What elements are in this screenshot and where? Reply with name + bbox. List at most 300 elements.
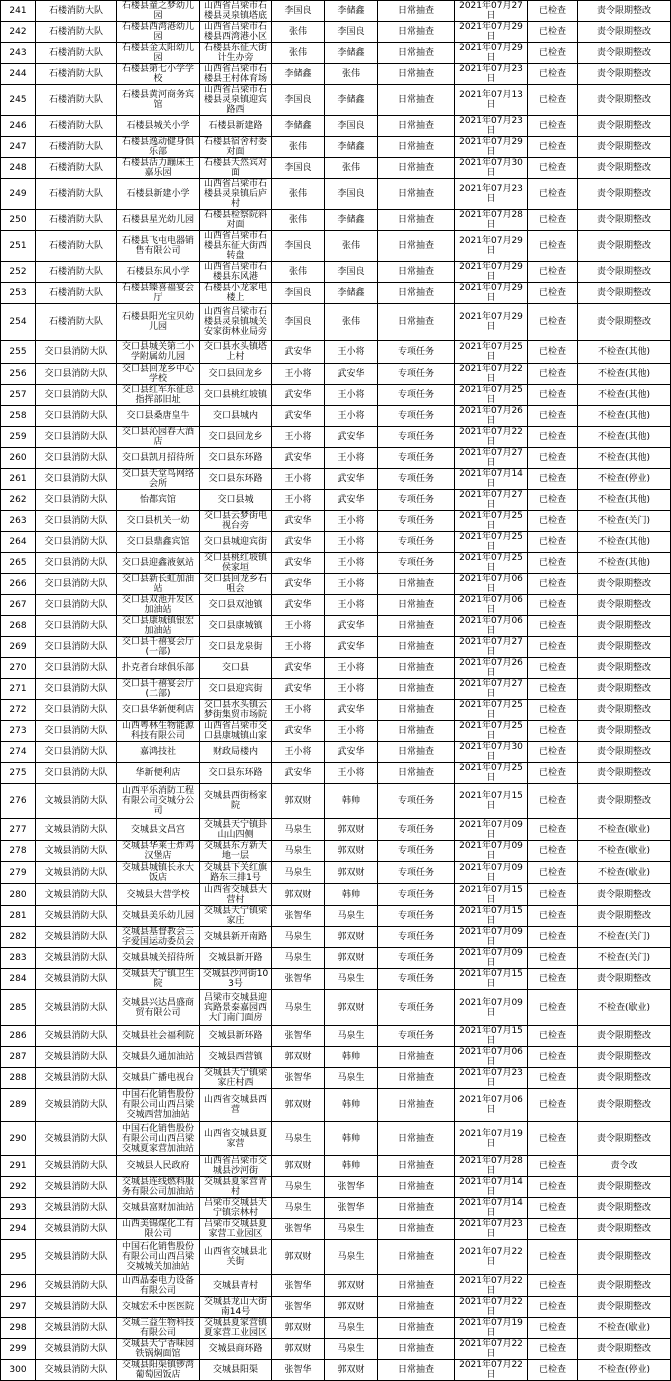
unit-name-cell: 交城县基督教会三字爱国运动委员会 xyxy=(117,927,200,948)
fire-brigade-cell: 交口县消防大队 xyxy=(36,553,117,574)
inspection-status-cell: 已检查 xyxy=(528,1219,578,1240)
inspection-status-cell: 已检查 xyxy=(528,884,578,906)
table-row xyxy=(1,1047,671,1068)
unit-name-cell: 交城县广播电视台 xyxy=(117,1068,200,1089)
table-row xyxy=(1,700,671,721)
inspector-2-cell: 马泉生 xyxy=(325,969,378,990)
address-cell: 交城县商环路 xyxy=(200,1339,272,1360)
table-row xyxy=(1,819,671,841)
inspector-2-cell: 李储鑫 xyxy=(325,283,378,304)
row-number-cell: 277 xyxy=(1,819,36,841)
inspection-status-cell: 已检查 xyxy=(528,116,578,137)
unit-name-cell: 怡都宾馆 xyxy=(117,490,200,511)
inspection-date-cell: 2021年07月19日 xyxy=(455,1122,528,1156)
table-row xyxy=(1,969,671,990)
inspector-1-cell: 张伟 xyxy=(272,43,325,64)
inspection-result-cell: 责令限期整改 xyxy=(578,158,671,179)
inspection-result-cell: 责令限期整改 xyxy=(578,679,671,700)
inspector-1-cell: 马泉生 xyxy=(272,1177,325,1198)
inspector-2-cell: 郭双财 xyxy=(325,948,378,969)
unit-name-cell: 华新便利店 xyxy=(117,763,200,784)
address-cell: 交口县康城镇 xyxy=(200,616,272,637)
address-cell: 交城县沙河街103号 xyxy=(200,969,272,990)
inspection-result-cell: 不检查(歇业) xyxy=(578,1318,671,1339)
inspection-status-cell: 已检查 xyxy=(528,784,578,819)
table-row xyxy=(1,469,671,490)
unit-name-cell: 交城县文昌宫 xyxy=(117,819,200,841)
inspector-1-cell: 马泉生 xyxy=(272,1198,325,1219)
inspector-1-cell: 李国良 xyxy=(272,283,325,304)
task-type-cell: 日常抽查 xyxy=(378,658,455,679)
fire-brigade-cell: 石楼消防大队 xyxy=(36,22,117,43)
row-number-cell: 252 xyxy=(1,262,36,283)
inspection-status-cell: 已检查 xyxy=(528,948,578,969)
inspection-status-cell: 已检查 xyxy=(528,1,578,22)
fire-brigade-cell: 石楼消防大队 xyxy=(36,231,117,262)
inspector-1-cell: 李国良 xyxy=(272,1,325,22)
address-cell: 石楼县天然宾对面 xyxy=(200,158,272,179)
table-row xyxy=(1,1339,671,1360)
inspector-2-cell: 王小将 xyxy=(325,532,378,553)
inspection-result-cell: 责令限期整改 xyxy=(578,1297,671,1318)
task-type-cell: 专项任务 xyxy=(378,406,455,427)
inspector-2-cell: 李储鑫 xyxy=(325,43,378,64)
row-number-cell: 256 xyxy=(1,364,36,385)
inspector-1-cell: 郭双财 xyxy=(272,1156,325,1177)
address-cell: 交城县下关红旗路东三排1号 xyxy=(200,862,272,884)
task-type-cell: 日常抽查 xyxy=(378,1360,455,1381)
inspector-2-cell: 王小将 xyxy=(325,448,378,469)
task-type-cell: 专项任务 xyxy=(378,341,455,364)
inspection-date-cell: 2021年07月15日 xyxy=(455,1026,528,1047)
task-type-cell: 日常抽查 xyxy=(378,1219,455,1240)
fire-brigade-cell: 文城县消防大队 xyxy=(36,784,117,819)
task-type-cell: 专项任务 xyxy=(378,490,455,511)
inspection-result-cell: 责令限期整改 xyxy=(578,179,671,210)
task-type-cell: 专项任务 xyxy=(378,969,455,990)
inspector-2-cell: 王小将 xyxy=(325,341,378,364)
inspector-2-cell: 张伟 xyxy=(325,231,378,262)
unit-name-cell: 交城县兴达昌盛商贸有限公司 xyxy=(117,990,200,1026)
row-number-cell: 283 xyxy=(1,948,36,969)
fire-brigade-cell: 交城县消防大队 xyxy=(36,1240,117,1275)
fire-brigade-cell: 文城县消防大队 xyxy=(36,819,117,841)
address-cell: 山西省交城县夏家营 xyxy=(200,1122,272,1156)
row-number-cell: 279 xyxy=(1,862,36,884)
task-type-cell: 日常抽查 xyxy=(378,1122,455,1156)
unit-name-cell: 石楼县黄河商务宾馆 xyxy=(117,85,200,116)
inspector-1-cell: 武安华 xyxy=(272,658,325,679)
inspector-1-cell: 马泉生 xyxy=(272,948,325,969)
address-cell: 交城县西街杨家院 xyxy=(200,784,272,819)
inspection-result-cell: 责令限期整改 xyxy=(578,1275,671,1297)
unit-name-cell: 石楼县西湾港幼儿园 xyxy=(117,22,200,43)
inspection-result-cell: 责令限期整改 xyxy=(578,262,671,283)
row-number-cell: 281 xyxy=(1,906,36,927)
address-cell: 吕梁市交城县夏家营工业园区 xyxy=(200,1219,272,1240)
fire-brigade-cell: 石楼消防大队 xyxy=(36,262,117,283)
task-type-cell: 日常抽查 xyxy=(378,64,455,85)
table-row xyxy=(1,490,671,511)
fire-brigade-cell: 交口县消防大队 xyxy=(36,406,117,427)
inspector-2-cell: 武安华 xyxy=(325,364,378,385)
inspection-result-cell: 不检查(歇业) xyxy=(578,819,671,841)
inspection-date-cell: 2021年07月15日 xyxy=(455,784,528,819)
address-cell: 石楼县小龙家电楼上 xyxy=(200,283,272,304)
row-number-cell: 265 xyxy=(1,553,36,574)
inspector-1-cell: 武安华 xyxy=(272,574,325,595)
inspection-date-cell: 2021年07月06日 xyxy=(455,616,528,637)
row-number-cell: 269 xyxy=(1,637,36,658)
inspector-2-cell: 张智华 xyxy=(325,1177,378,1198)
inspection-date-cell: 2021年07月09日 xyxy=(455,841,528,862)
row-number-cell: 243 xyxy=(1,43,36,64)
inspector-1-cell: 李储鑫 xyxy=(272,116,325,137)
row-number-cell: 245 xyxy=(1,85,36,116)
address-cell: 交口县回龙乡 xyxy=(200,427,272,448)
inspector-2-cell: 郭双财 xyxy=(325,990,378,1026)
inspection-date-cell: 2021年07月27日 xyxy=(455,1,528,22)
table-row xyxy=(1,1,671,22)
inspection-status-cell: 已检查 xyxy=(528,658,578,679)
table-row xyxy=(1,574,671,595)
inspector-1-cell: 张伟 xyxy=(272,262,325,283)
inspection-date-cell: 2021年07月15日 xyxy=(455,906,528,927)
table-row xyxy=(1,742,671,763)
row-number-cell: 254 xyxy=(1,304,36,341)
inspector-1-cell: 马泉生 xyxy=(272,927,325,948)
inspector-1-cell: 李储鑫 xyxy=(272,64,325,85)
table-row xyxy=(1,616,671,637)
task-type-cell: 专项任务 xyxy=(378,948,455,969)
inspection-date-cell: 2021年07月09日 xyxy=(455,948,528,969)
inspection-date-cell: 2021年07月22日 xyxy=(455,427,528,448)
task-type-cell: 日常抽查 xyxy=(378,1297,455,1318)
inspection-status-cell: 已检查 xyxy=(528,304,578,341)
row-number-cell: 266 xyxy=(1,574,36,595)
row-number-cell: 242 xyxy=(1,22,36,43)
inspection-result-cell: 责令限期整改 xyxy=(578,1122,671,1156)
fire-brigade-cell: 交城县消防大队 xyxy=(36,1360,117,1381)
inspector-1-cell: 郭双财 xyxy=(272,884,325,906)
task-type-cell: 专项任务 xyxy=(378,427,455,448)
unit-name-cell: 交城县连线燃料服务有限公司加油站 xyxy=(117,1177,200,1198)
address-cell: 交城县青村 xyxy=(200,1275,272,1297)
inspection-status-cell: 已检查 xyxy=(528,85,578,116)
inspection-status-cell: 已检查 xyxy=(528,742,578,763)
inspection-result-cell: 不检查(歇业) xyxy=(578,862,671,884)
inspection-status-cell: 已检查 xyxy=(528,1198,578,1219)
address-cell: 交口县水头镇塔上村 xyxy=(200,341,272,364)
address-cell: 山西省吕梁市石楼县西湾港小区 xyxy=(200,22,272,43)
unit-name-cell: 交城县阳渠镇锣湾葡萄园饭店 xyxy=(117,1360,200,1381)
task-type-cell: 日常抽查 xyxy=(378,742,455,763)
fire-brigade-cell: 交城县消防大队 xyxy=(36,1026,117,1047)
table-row xyxy=(1,906,671,927)
table-row xyxy=(1,1122,671,1156)
address-cell: 交口县城迎宾街 xyxy=(200,532,272,553)
inspection-date-cell: 2021年07月23日 xyxy=(455,116,528,137)
table-row xyxy=(1,1068,671,1089)
row-number-cell: 273 xyxy=(1,721,36,742)
inspector-2-cell: 郭双财 xyxy=(325,927,378,948)
table-row xyxy=(1,721,671,742)
task-type-cell: 日常抽查 xyxy=(378,1339,455,1360)
inspector-2-cell: 王小将 xyxy=(325,595,378,616)
fire-brigade-cell: 交城县消防大队 xyxy=(36,948,117,969)
inspector-2-cell: 张智华 xyxy=(325,1198,378,1219)
row-number-cell: 246 xyxy=(1,116,36,137)
inspection-date-cell: 2021年07月27日 xyxy=(455,490,528,511)
inspector-2-cell: 王小将 xyxy=(325,658,378,679)
table-row xyxy=(1,231,671,262)
row-number-cell: 275 xyxy=(1,763,36,784)
inspection-status-cell: 已检查 xyxy=(528,179,578,210)
fire-brigade-cell: 交口县消防大队 xyxy=(36,511,117,532)
row-number-cell: 293 xyxy=(1,1198,36,1219)
inspection-status-cell: 已检查 xyxy=(528,43,578,64)
unit-name-cell: 石楼县东风小学 xyxy=(117,262,200,283)
inspection-date-cell: 2021年07月23日 xyxy=(455,64,528,85)
inspection-result-cell: 责令限期整改 xyxy=(578,1339,671,1360)
row-number-cell: 262 xyxy=(1,490,36,511)
table-row xyxy=(1,1156,671,1177)
unit-name-cell: 石楼县第七小学学校 xyxy=(117,64,200,85)
inspection-result-cell: 责令限期整改 xyxy=(578,884,671,906)
inspector-1-cell: 李国良 xyxy=(272,231,325,262)
unit-name-cell: 交口县千禧宴会厅(一部) xyxy=(117,637,200,658)
inspection-result-cell: 责令限期整改 xyxy=(578,763,671,784)
row-number-cell: 295 xyxy=(1,1240,36,1275)
row-number-cell: 272 xyxy=(1,700,36,721)
fire-brigade-cell: 交口县消防大队 xyxy=(36,490,117,511)
table-row xyxy=(1,679,671,700)
unit-name-cell: 交城县华莱士炸鸡汉堡店 xyxy=(117,841,200,862)
inspection-status-cell: 已检查 xyxy=(528,862,578,884)
inspection-status-cell: 已检查 xyxy=(528,1275,578,1297)
fire-brigade-cell: 交口县消防大队 xyxy=(36,679,117,700)
fire-brigade-cell: 石楼消防大队 xyxy=(36,1,117,22)
table-row xyxy=(1,1360,671,1381)
inspector-1-cell: 郭双财 xyxy=(272,1089,325,1122)
inspection-date-cell: 2021年07月14日 xyxy=(455,1198,528,1219)
inspection-date-cell: 2021年07月22日 xyxy=(455,1240,528,1275)
unit-name-cell: 扑克者台球俱乐部 xyxy=(117,658,200,679)
inspection-status-cell: 已检查 xyxy=(528,700,578,721)
inspection-status-cell: 已检查 xyxy=(528,616,578,637)
table-row xyxy=(1,637,671,658)
fire-brigade-cell: 石楼消防大队 xyxy=(36,43,117,64)
inspection-date-cell: 2021年07月15日 xyxy=(455,969,528,990)
inspector-1-cell: 武安华 xyxy=(272,532,325,553)
table-row xyxy=(1,884,671,906)
inspection-date-cell: 2021年07月19日 xyxy=(455,1318,528,1339)
inspection-status-cell: 已检查 xyxy=(528,490,578,511)
inspector-1-cell: 郭双财 xyxy=(272,1339,325,1360)
inspection-status-cell: 已检查 xyxy=(528,469,578,490)
task-type-cell: 日常抽查 xyxy=(378,179,455,210)
task-type-cell: 日常抽查 xyxy=(378,210,455,231)
inspection-status-cell: 已检查 xyxy=(528,990,578,1026)
inspector-2-cell: 郭双财 xyxy=(325,819,378,841)
fire-brigade-cell: 交口县消防大队 xyxy=(36,595,117,616)
task-type-cell: 日常抽查 xyxy=(378,595,455,616)
inspection-status-cell: 已检查 xyxy=(528,448,578,469)
inspection-result-cell: 不检查(其他) xyxy=(578,448,671,469)
row-number-cell: 264 xyxy=(1,532,36,553)
unit-name-cell: 山西平乐消防工程有限公司交城分公司 xyxy=(117,784,200,819)
address-cell: 吕梁市交城县迎宾路景泰嘉园西大门南门面房 xyxy=(200,990,272,1026)
inspection-status-cell: 已检查 xyxy=(528,158,578,179)
inspector-2-cell: 马泉生 xyxy=(325,1026,378,1047)
unit-name-cell: 石楼县臻喜福宴会厅 xyxy=(117,283,200,304)
fire-brigade-cell: 交城县消防大队 xyxy=(36,1198,117,1219)
inspection-result-cell: 不检查(其他) xyxy=(578,553,671,574)
unit-name-cell: 山西晶泰电力设备有限公司 xyxy=(117,1275,200,1297)
row-number-cell: 274 xyxy=(1,742,36,763)
address-cell: 石楼县检察院斜对面 xyxy=(200,210,272,231)
unit-name-cell: 交城县天宁镇卫生院 xyxy=(117,969,200,990)
inspection-result-cell: 不检查(关门) xyxy=(578,948,671,969)
inspection-status-cell: 已检查 xyxy=(528,1360,578,1381)
inspector-1-cell: 武安华 xyxy=(272,679,325,700)
inspection-date-cell: 2021年07月25日 xyxy=(455,553,528,574)
inspection-result-cell: 不检查(关门) xyxy=(578,927,671,948)
inspection-status-cell: 已检查 xyxy=(528,927,578,948)
inspection-result-cell: 责令限期整改 xyxy=(578,784,671,819)
inspection-result-cell: 不检查(其他) xyxy=(578,364,671,385)
fire-brigade-cell: 文城县消防大队 xyxy=(36,862,117,884)
inspection-result-cell: 责令限期整改 xyxy=(578,1047,671,1068)
inspector-2-cell: 张伟 xyxy=(325,158,378,179)
inspection-result-cell: 不检查(其他) xyxy=(578,490,671,511)
fire-brigade-cell: 交城县消防大队 xyxy=(36,1318,117,1339)
inspection-status-cell: 已检查 xyxy=(528,283,578,304)
address-cell: 交口县迎宾街 xyxy=(200,679,272,700)
task-type-cell: 专项任务 xyxy=(378,906,455,927)
inspector-1-cell: 张伟 xyxy=(272,22,325,43)
fire-brigade-cell: 交城县消防大队 xyxy=(36,1297,117,1318)
address-cell: 交城县新开南路 xyxy=(200,927,272,948)
table-row xyxy=(1,532,671,553)
inspection-result-cell: 不检查(其他) xyxy=(578,385,671,406)
inspection-result-cell: 责令限期整改 xyxy=(578,1219,671,1240)
inspection-date-cell: 2021年07月14日 xyxy=(455,1177,528,1198)
address-cell: 交口县桃红坡镇 xyxy=(200,385,272,406)
unit-name-cell: 交口县机关一幼 xyxy=(117,511,200,532)
fire-brigade-cell: 交口县消防大队 xyxy=(36,385,117,406)
inspection-result-cell: 责令限期整改 xyxy=(578,616,671,637)
inspection-status-cell: 已检查 xyxy=(528,763,578,784)
table-row xyxy=(1,862,671,884)
row-number-cell: 241 xyxy=(1,1,36,22)
fire-brigade-cell: 交城县消防大队 xyxy=(36,1089,117,1122)
address-cell: 山西省吕梁市石楼县王村体育场 xyxy=(200,64,272,85)
unit-name-cell: 交城县社会福利院 xyxy=(117,1026,200,1047)
inspector-2-cell: 武安华 xyxy=(325,637,378,658)
inspection-result-cell: 责令限期整改 xyxy=(578,1240,671,1275)
row-number-cell: 292 xyxy=(1,1177,36,1198)
inspection-date-cell: 2021年07月09日 xyxy=(455,862,528,884)
address-cell: 山西省吕梁市石楼县灵泉镇塔底 xyxy=(200,1,272,22)
inspection-result-cell: 责令限期整改 xyxy=(578,1068,671,1089)
task-type-cell: 专项任务 xyxy=(378,385,455,406)
inspector-1-cell: 郭双财 xyxy=(272,1240,325,1275)
inspector-1-cell: 王小将 xyxy=(272,637,325,658)
task-type-cell: 日常抽查 xyxy=(378,304,455,341)
inspection-date-cell: 2021年07月29日 xyxy=(455,283,528,304)
task-type-cell: 专项任务 xyxy=(378,784,455,819)
address-cell: 交口县东环路 xyxy=(200,448,272,469)
task-type-cell: 日常抽查 xyxy=(378,262,455,283)
inspection-date-cell: 2021年07月23日 xyxy=(455,179,528,210)
address-cell: 交口县东环路 xyxy=(200,763,272,784)
inspection-result-cell: 责令限期整改 xyxy=(578,304,671,341)
inspector-1-cell: 武安华 xyxy=(272,341,325,364)
unit-name-cell: 交城宏禾中医医院 xyxy=(117,1297,200,1318)
inspection-status-cell: 已检查 xyxy=(528,1156,578,1177)
row-number-cell: 270 xyxy=(1,658,36,679)
unit-name-cell: 石楼县星光幼儿园 xyxy=(117,210,200,231)
inspector-2-cell: 王小将 xyxy=(325,385,378,406)
fire-brigade-cell: 交城县消防大队 xyxy=(36,990,117,1026)
inspection-date-cell: 2021年07月27日 xyxy=(455,679,528,700)
address-cell: 交城县夏家营镇夏家营工业园区 xyxy=(200,1318,272,1339)
inspection-result-cell: 责令限期整改 xyxy=(578,637,671,658)
address-cell: 交城县天宁镇卦山山四侧 xyxy=(200,819,272,841)
row-number-cell: 253 xyxy=(1,283,36,304)
inspector-2-cell: 武安华 xyxy=(325,469,378,490)
inspection-date-cell: 2021年07月23日 xyxy=(455,1068,528,1089)
task-type-cell: 专项任务 xyxy=(378,990,455,1026)
table-row xyxy=(1,595,671,616)
inspection-result-cell: 责令限期整改 xyxy=(578,906,671,927)
inspection-date-cell: 2021年07月25日 xyxy=(455,700,528,721)
inspection-date-cell: 2021年07月14日 xyxy=(455,469,528,490)
inspection-result-cell: 不检查(其他) xyxy=(578,532,671,553)
fire-brigade-cell: 交口县消防大队 xyxy=(36,721,117,742)
unit-name-cell: 山西美锦煤化工有限公司 xyxy=(117,1219,200,1240)
inspection-result-cell: 责令限期整改 xyxy=(578,658,671,679)
unit-name-cell: 交口县迎鑫液氨站 xyxy=(117,553,200,574)
inspection-status-cell: 已检查 xyxy=(528,637,578,658)
address-cell: 山西省吕梁市交口县康城镇山家 xyxy=(200,721,272,742)
unit-name-cell: 中国石化销售股份有限公司山西吕梁交城夏家营加油站 xyxy=(117,1122,200,1156)
inspection-result-cell: 责令限期整改 xyxy=(578,721,671,742)
fire-brigade-cell: 交口县消防大队 xyxy=(36,574,117,595)
address-cell: 交城县天宁镇梁家庄村西 xyxy=(200,1068,272,1089)
inspector-2-cell: 马泉生 xyxy=(325,1318,378,1339)
inspection-result-cell: 责令限期整改 xyxy=(578,137,671,158)
fire-brigade-cell: 文城县消防大队 xyxy=(36,841,117,862)
unit-name-cell: 交口县凯月招待所 xyxy=(117,448,200,469)
inspector-1-cell: 马泉生 xyxy=(272,1122,325,1156)
inspector-1-cell: 马泉生 xyxy=(272,862,325,884)
unit-name-cell: 交口县回龙乡中心学校 xyxy=(117,364,200,385)
table-row xyxy=(1,990,671,1026)
inspector-2-cell: 王小将 xyxy=(325,763,378,784)
fire-brigade-cell: 石楼消防大队 xyxy=(36,210,117,231)
address-cell: 交口县城 xyxy=(200,490,272,511)
address-cell: 交城县西营镇 xyxy=(200,1047,272,1068)
fire-brigade-cell: 交口县消防大队 xyxy=(36,427,117,448)
inspection-result-cell: 不检查(关门) xyxy=(578,511,671,532)
inspection-date-cell: 2021年07月29日 xyxy=(455,262,528,283)
inspection-date-cell: 2021年07月09日 xyxy=(455,927,528,948)
unit-name-cell: 石楼县新建小学 xyxy=(117,179,200,210)
fire-brigade-cell: 交城县消防大队 xyxy=(36,1177,117,1198)
task-type-cell: 日常抽查 xyxy=(378,721,455,742)
